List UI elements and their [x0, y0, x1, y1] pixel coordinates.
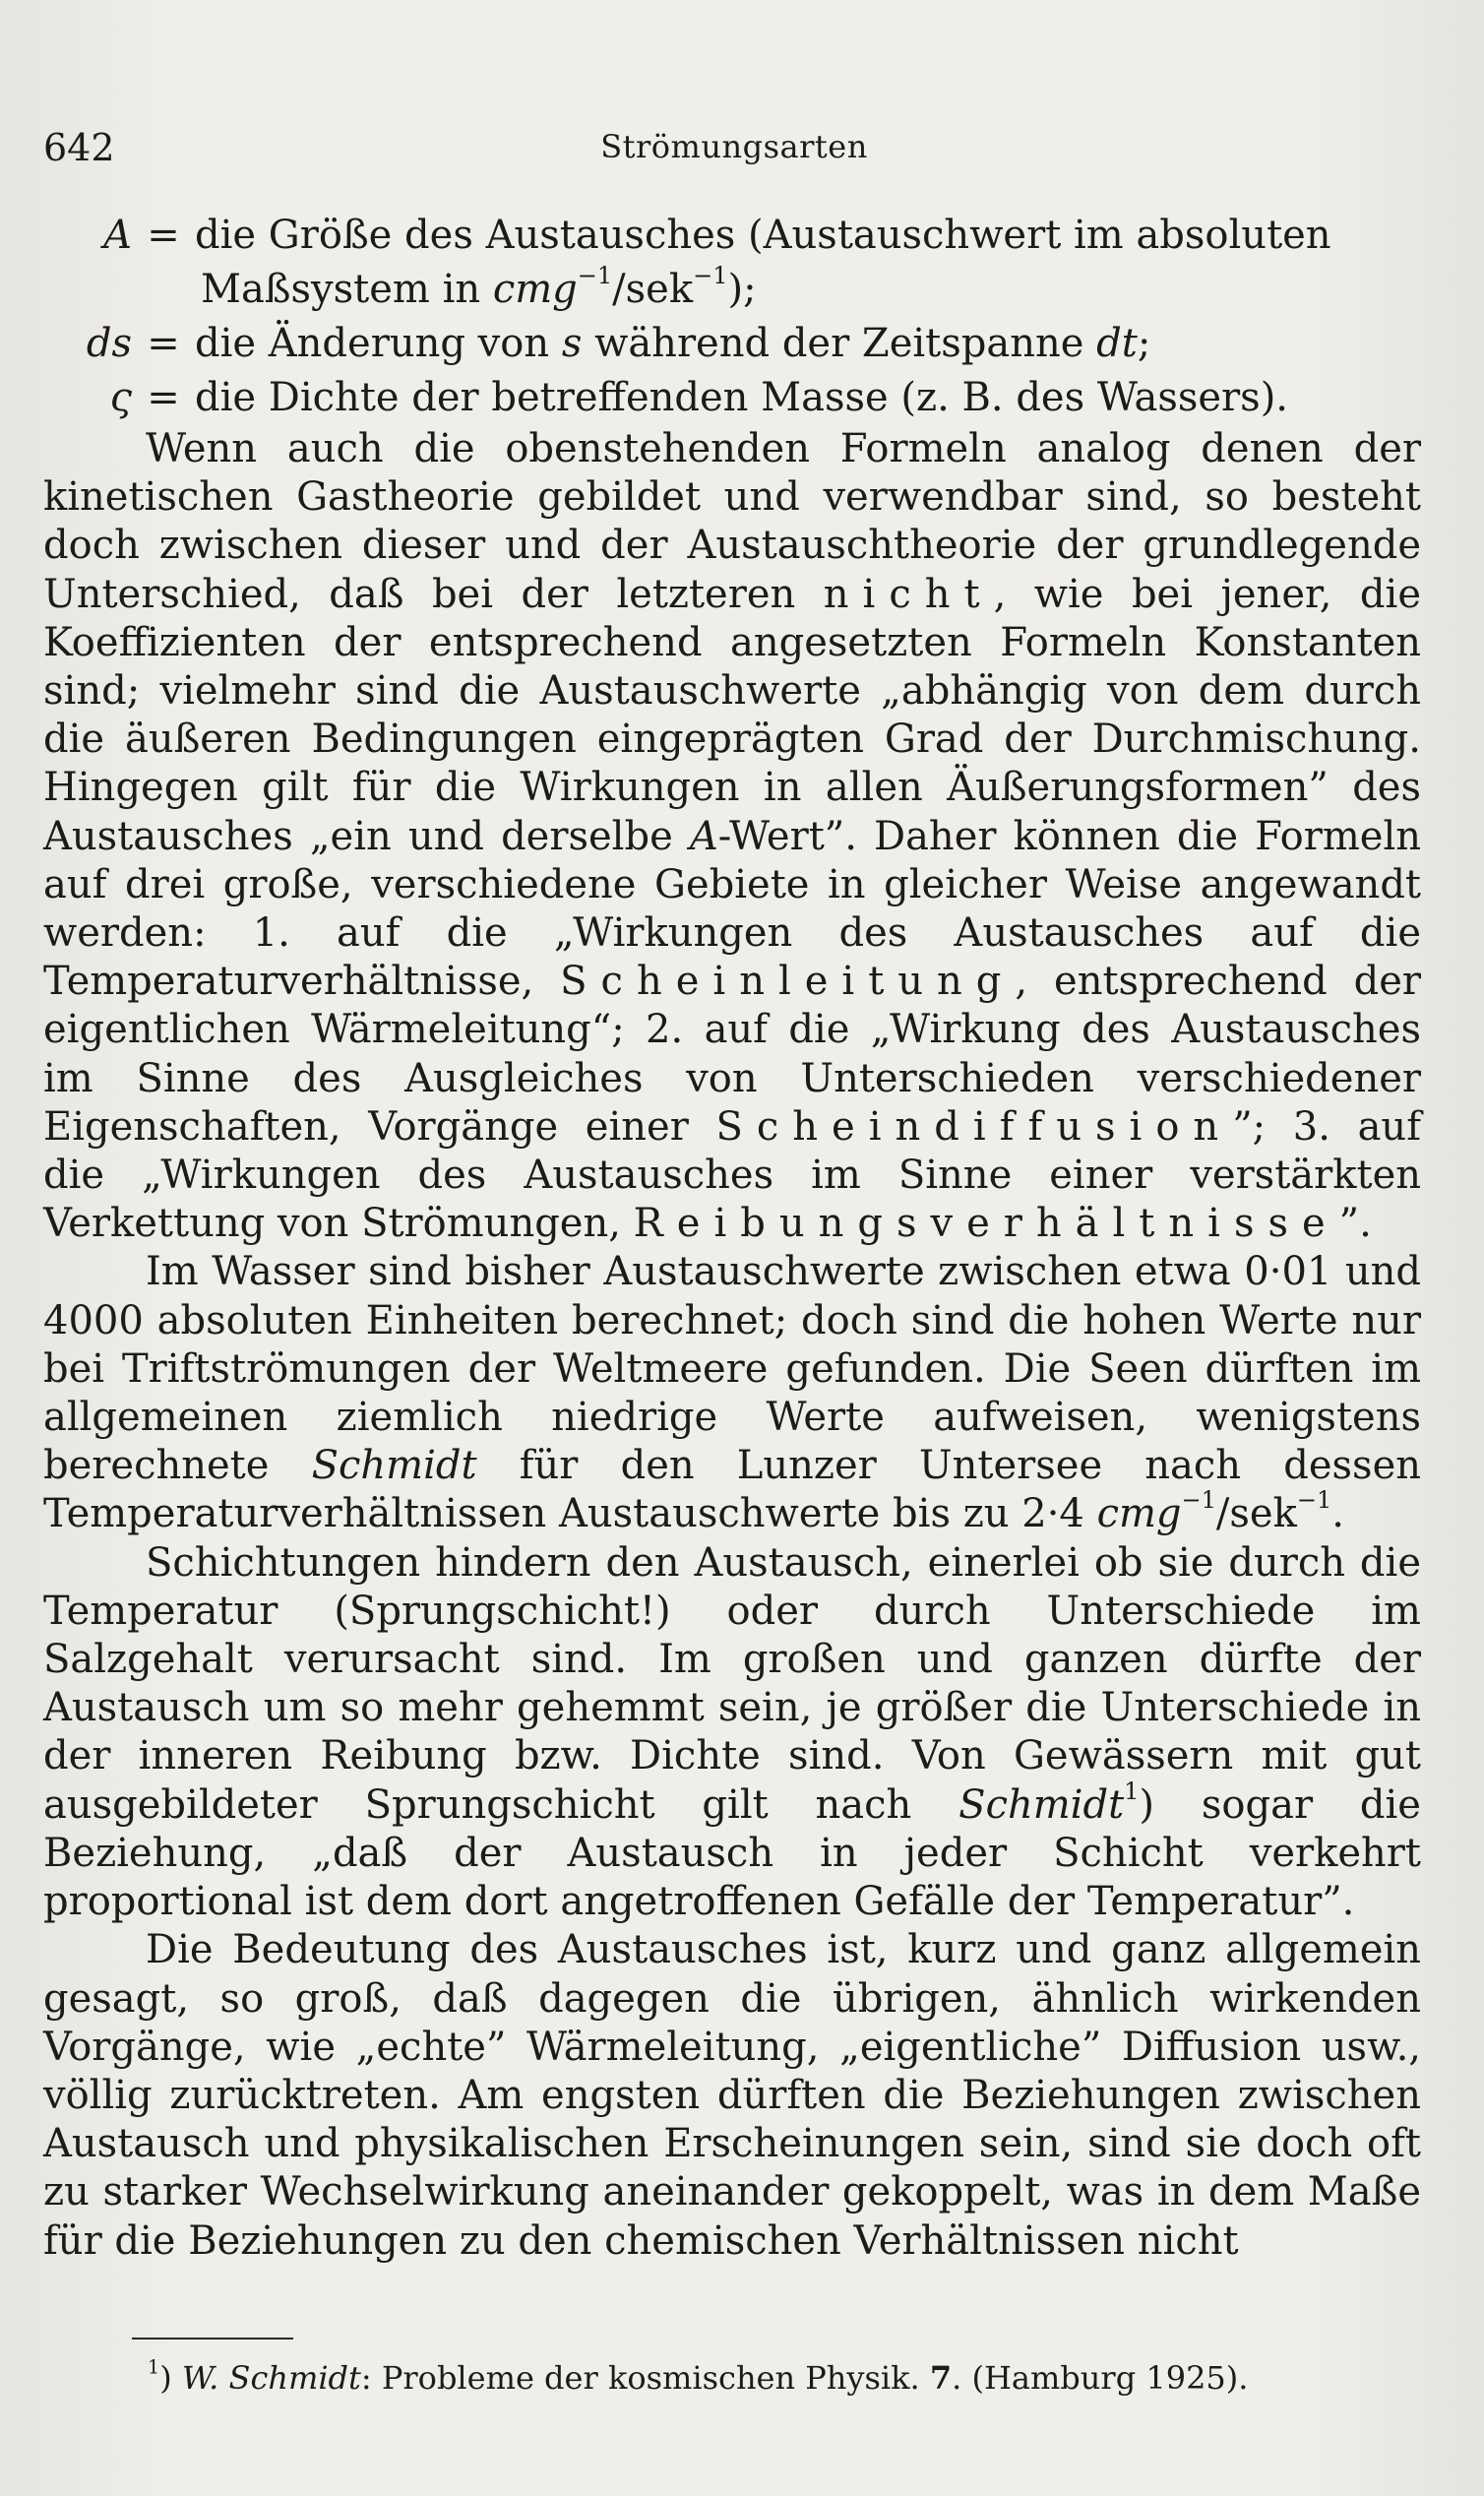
text-run: Im Wasser sind bisher Austauschwerte zwischen etwa 0·01 und 4000 absoluten Einheiten berechnet; doch sind die hohen Werte nur bei Triftströmungen der Weltmeere gefunden. Die Seen dürften im allgemeinen ziemlich niedrige Werte aufweisen, wenigstens berechnete — [43, 1249, 1421, 1489]
variable: A — [689, 813, 718, 859]
definition-A-continuation — [43, 263, 1421, 317]
author-name: Schmidt — [311, 1443, 477, 1489]
text-run: für den Lunzer Untersee nach dessen Temperaturverhältnissen Austauschwerte bis zu 2·4 — [43, 1443, 1421, 1537]
text-run: ); — [727, 267, 757, 312]
footnote — [148, 2356, 1248, 2400]
unit-cmg: cmg — [1096, 1491, 1182, 1537]
body-text — [43, 209, 1421, 2266]
definition-A — [43, 209, 1421, 263]
definition-symbol: A — [103, 213, 132, 258]
running-title: Strömungsarten — [600, 128, 868, 165]
text-run: Die Bedeutung des Austausches ist, kurz und ganz allgemein gesagt, so groß, daß dagegen die übrigen, ähnlich wirkenden Vorgänge, wie „echte” Wärmeleitung, „eigentliche” Diffusion usw., völlig zurücktreten. Am engsten dürften die Beziehungen zwischen Austausch und physikalischen Erscheinungen sein, sind sie doch oft zu starker Wechselwirkung aneinander gekoppelt, was in dem Maße für die Beziehungen zu den chemischen Verhältnissen nicht — [43, 1927, 1421, 2264]
unit-cmg: cmg — [492, 267, 578, 312]
paragraph-1 — [43, 425, 1421, 1248]
definition-symbol: ς — [109, 375, 132, 420]
text-run: -Wert”. Daher können die Formeln auf drei große, verschiedene Gebiete in gleicher Weise angewandt werden: 1. auf die „Wirkungen des Austausches auf die Temperaturverhältnisse, — [43, 813, 1421, 1005]
text-run: /sek — [612, 267, 694, 312]
text-run: Maßsystem in — [201, 267, 493, 312]
text-run: die Änderung von — [195, 321, 562, 366]
footnote-author: W. Schmidt — [181, 2359, 361, 2397]
text-run: /sek — [1215, 1491, 1297, 1537]
spaced-emphasis: nicht — [823, 571, 994, 617]
footnote-separator — [132, 2338, 293, 2340]
footnote-volume: 7 — [929, 2359, 953, 2397]
page-header — [43, 126, 1425, 175]
definition-density — [43, 371, 1421, 425]
footnote-reference[interactable]: 1 — [1124, 1777, 1140, 1805]
text-run: während der Zeitspanne — [582, 321, 1097, 366]
text-run: ”. — [1338, 1201, 1372, 1247]
exponent: −1 — [1296, 1486, 1332, 1515]
text-run: , entsprechend der eigentlichen Wärmeleitung“; 2. auf die „Wirkung des Austausches im Sinne des Ausgleiches von Unterschieden verschiedener Eigenschaften, Vorgänge einer — [43, 959, 1421, 1150]
footnote-marker: 1 — [148, 2355, 160, 2379]
text-run: ”; 3. auf die „Wirkungen des Austausches im Sinne einer verstärkten Verkettung von Strömungen, — [43, 1103, 1421, 1247]
definition-text: die Dichte der betreffenden Masse (z. B. des Wassers). — [195, 375, 1289, 420]
text-run: ; — [1137, 321, 1151, 366]
author-name: Schmidt — [958, 1781, 1125, 1828]
definition-text — [195, 317, 1421, 371]
footnote-text: : Probleme der kosmischen Physik. — [360, 2359, 930, 2397]
text-run: Wenn auch die obenstehenden Formeln analog denen der kinetischen Gastheorie gebildet und verwendbar sind, so besteht doch zwischen dieser und der Austauschtheorie der grundlegende Unterschied, daß bei der letzteren — [43, 426, 1421, 617]
definition-ds — [43, 317, 1421, 371]
variable: dt — [1096, 321, 1138, 366]
text-run: Schichtungen hindern den Austausch, einerlei ob sie durch die Temperatur (Sprungschicht!) oder durch Unterschiede im Salzgehalt verursacht sind. Im großen und ganzen dürfte der Austausch um so mehr gehemmt sein, je größer die Unterschiede in der inneren Reibung bzw. Dichte sind. Von Gewässern mit gut ausgebildeter Sprungschicht gilt nach — [43, 1539, 1421, 1828]
exponent: −1 — [577, 261, 613, 289]
paragraph-3 — [43, 1539, 1421, 1927]
definition-symbol: ds — [86, 321, 132, 366]
equals-sign: = — [147, 375, 180, 420]
spaced-emphasis: Scheinleitung — [560, 959, 1016, 1005]
equals-sign: = — [147, 321, 180, 366]
definition-list — [43, 209, 1421, 425]
exponent: −1 — [693, 261, 728, 289]
footnote-marker-suffix: ) — [159, 2359, 172, 2397]
footnote-text: . (Hamburg 1925). — [952, 2359, 1249, 2397]
text-run: . — [1331, 1491, 1344, 1537]
page-number: 642 — [43, 126, 115, 169]
paragraph-2 — [43, 1248, 1421, 1538]
equals-sign: = — [147, 213, 180, 258]
text-run: ) sogar die Beziehung, „daß der Austausch in jeder Schicht verkehrt proportional ist dem dort angetroffenen Gefälle der Temperatur”. — [43, 1781, 1421, 1925]
spaced-emphasis: Scheindiffusion — [715, 1103, 1233, 1150]
paragraph-4 — [43, 1926, 1421, 2265]
exponent: −1 — [1181, 1486, 1216, 1515]
text-run: , wie bei jener, die Koeffizienten der entsprechend angesetzten Formeln Konstanten sind; vielmehr sind die Austauschwerte „abhängig von dem durch die äußeren Bedingungen eingeprägten Grad der Durchmischung. Hingegen gilt für die Wirkungen in allen Äußerungsformen” des Austausches „ein und derselbe — [43, 571, 1421, 859]
definition-text: die Größe des Austausches (Austauschwert im absoluten — [195, 213, 1331, 258]
variable: s — [561, 321, 583, 366]
spaced-emphasis: Reibungsverhältnisse — [633, 1201, 1339, 1247]
